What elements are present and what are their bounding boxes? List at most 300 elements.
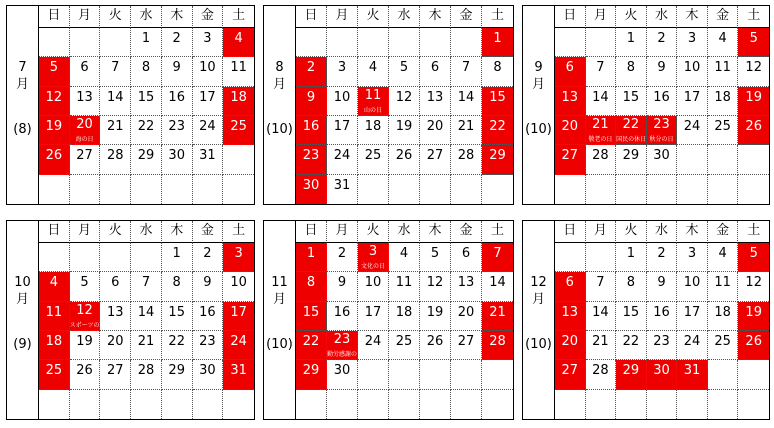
day-number: 22 bbox=[622, 334, 640, 349]
day-cell bbox=[555, 390, 586, 419]
day-cell bbox=[677, 57, 708, 86]
day-cell bbox=[647, 57, 678, 86]
day-cell bbox=[616, 272, 647, 301]
weekday-header bbox=[223, 6, 254, 28]
day-number: 17 bbox=[199, 89, 216, 105]
day-number: 10 bbox=[683, 60, 701, 76]
holiday-cell bbox=[482, 331, 513, 360]
weekday-label: 日 bbox=[563, 223, 577, 238]
day-cell bbox=[420, 116, 451, 145]
day-cell bbox=[647, 243, 678, 272]
weekday-label: 水 bbox=[139, 223, 153, 238]
day-cell bbox=[708, 175, 739, 204]
weekday-label: 金 bbox=[716, 8, 730, 23]
day-number: 4 bbox=[399, 246, 409, 261]
day-cell bbox=[647, 175, 678, 204]
day-cell bbox=[555, 28, 586, 57]
day-cell bbox=[647, 331, 678, 360]
day-number: 3 bbox=[687, 246, 697, 261]
day-cell bbox=[358, 331, 389, 360]
day-cell bbox=[162, 302, 193, 331]
day-cell bbox=[420, 360, 451, 389]
day-cell bbox=[420, 87, 451, 116]
day-number: 29 bbox=[168, 363, 185, 379]
day-cell bbox=[451, 390, 482, 419]
day-number: 16 bbox=[168, 89, 185, 105]
day-cell bbox=[327, 302, 358, 331]
holiday-cell bbox=[482, 87, 513, 116]
month-name: 月 bbox=[15, 291, 29, 307]
day-number: 4 bbox=[49, 275, 58, 291]
day-number: 4 bbox=[718, 31, 727, 46]
day-number: 31 bbox=[683, 363, 701, 379]
holiday-cell bbox=[677, 360, 708, 389]
day-number: 29 bbox=[489, 148, 506, 164]
day-cell bbox=[100, 28, 131, 57]
day-cell bbox=[100, 243, 131, 272]
weekday-label: 水 bbox=[139, 8, 153, 23]
day-cell bbox=[451, 331, 482, 360]
holiday-cell bbox=[223, 360, 254, 389]
day-number: 7 bbox=[461, 60, 471, 76]
day-cell bbox=[193, 272, 224, 301]
day-cell bbox=[162, 87, 193, 116]
day-cell bbox=[131, 28, 162, 57]
day-cell bbox=[451, 175, 482, 204]
day-cell bbox=[70, 57, 101, 86]
day-cell bbox=[586, 243, 617, 272]
day-cell bbox=[708, 302, 739, 331]
day-number: 26 bbox=[426, 334, 444, 349]
day-cell bbox=[358, 145, 389, 174]
day-cell bbox=[451, 145, 482, 174]
holiday-name: 勤労感謝の日 bbox=[327, 351, 364, 359]
weekday-label: 日 bbox=[47, 223, 61, 238]
month-label-column bbox=[264, 6, 296, 204]
holiday-cell bbox=[223, 302, 254, 331]
day-cell bbox=[223, 57, 254, 86]
day-cell bbox=[70, 145, 101, 174]
holiday-cell bbox=[223, 87, 254, 116]
holiday-name: 山の日 bbox=[363, 106, 382, 114]
day-number: 5 bbox=[749, 31, 758, 46]
day-number: 31 bbox=[199, 148, 216, 164]
day-cell bbox=[193, 331, 224, 360]
holiday-cell bbox=[555, 360, 586, 389]
holiday-cell bbox=[296, 116, 327, 145]
day-number: 22 bbox=[489, 119, 506, 134]
day-number: 25 bbox=[230, 119, 247, 134]
day-cell bbox=[162, 145, 193, 174]
day-cell bbox=[131, 243, 162, 272]
day-number: 13 bbox=[457, 275, 475, 291]
holiday-cell bbox=[223, 243, 254, 272]
weekday-header bbox=[451, 6, 482, 28]
day-cell bbox=[358, 360, 389, 389]
day-cell bbox=[451, 87, 482, 116]
day-number: 20 bbox=[561, 334, 579, 349]
day-cell bbox=[586, 28, 617, 57]
day-number: 9 bbox=[306, 89, 316, 105]
day-cell bbox=[389, 87, 420, 116]
weekday-header bbox=[39, 221, 70, 243]
day-number: 21 bbox=[592, 334, 609, 349]
weekday-label: 土 bbox=[490, 223, 504, 238]
weekday-label: 日 bbox=[304, 8, 318, 23]
day-cell bbox=[708, 87, 739, 116]
weekday-label: 金 bbox=[716, 223, 730, 238]
day-cell bbox=[131, 145, 162, 174]
day-number: 25 bbox=[364, 148, 382, 164]
day-cell bbox=[482, 272, 513, 301]
day-cell bbox=[677, 272, 708, 301]
day-cell bbox=[131, 302, 162, 331]
month-name: 月 bbox=[272, 76, 286, 92]
day-cell bbox=[708, 331, 739, 360]
day-number: 13 bbox=[107, 304, 124, 320]
day-number: 8 bbox=[493, 60, 502, 76]
day-cell bbox=[677, 243, 708, 272]
day-cell bbox=[647, 87, 678, 116]
day-cell bbox=[616, 390, 647, 419]
day-number: 10 bbox=[683, 275, 701, 291]
day-number: 17 bbox=[683, 89, 701, 105]
day-cell bbox=[70, 331, 101, 360]
day-cell bbox=[193, 243, 224, 272]
day-number: 15 bbox=[622, 89, 640, 105]
holiday-cell bbox=[358, 87, 389, 116]
holiday-cell bbox=[738, 28, 769, 57]
day-cell bbox=[162, 390, 193, 419]
day-number: 14 bbox=[457, 89, 475, 105]
weekday-label: 金 bbox=[200, 223, 214, 238]
day-number: 18 bbox=[45, 334, 63, 349]
day-number: 24 bbox=[333, 148, 351, 164]
day-number: 18 bbox=[395, 304, 413, 320]
month-label-column bbox=[7, 221, 39, 419]
weekday-label: 水 bbox=[654, 223, 668, 238]
day-cell bbox=[451, 272, 482, 301]
day-number: 18 bbox=[230, 89, 247, 105]
holiday-cell bbox=[586, 116, 617, 145]
day-cell bbox=[389, 243, 420, 272]
weekday-header bbox=[677, 221, 708, 243]
day-cell bbox=[162, 272, 193, 301]
day-number: 4 bbox=[718, 246, 727, 261]
day-number: 20 bbox=[426, 119, 444, 134]
day-cell bbox=[327, 360, 358, 389]
day-cell bbox=[586, 87, 617, 116]
weekday-header bbox=[358, 221, 389, 243]
weekday-header bbox=[420, 6, 451, 28]
weekday-header bbox=[70, 221, 101, 243]
day-grid bbox=[296, 221, 513, 419]
holiday-cell bbox=[482, 28, 513, 57]
day-grid bbox=[555, 6, 769, 204]
day-cell bbox=[586, 302, 617, 331]
weekday-label: 土 bbox=[232, 223, 246, 238]
working-day-count: (10) bbox=[525, 122, 552, 137]
day-cell bbox=[420, 57, 451, 86]
day-number: 2 bbox=[337, 246, 347, 261]
weekday-label: 火 bbox=[108, 8, 122, 23]
day-cell bbox=[327, 272, 358, 301]
day-cell bbox=[420, 243, 451, 272]
day-number: 30 bbox=[302, 177, 320, 193]
day-number: 11 bbox=[364, 87, 382, 103]
month-name: 月 bbox=[272, 291, 286, 307]
holiday-cell bbox=[296, 331, 327, 360]
day-number: 23 bbox=[653, 334, 670, 349]
weekday-header bbox=[389, 221, 420, 243]
day-number: 30 bbox=[199, 363, 216, 379]
day-number: 19 bbox=[395, 119, 413, 134]
day-number: 21 bbox=[592, 117, 609, 132]
day-cell bbox=[389, 116, 420, 145]
day-number: 19 bbox=[426, 304, 444, 320]
day-number: 3 bbox=[234, 246, 243, 261]
month-name: 月 bbox=[531, 291, 545, 307]
day-cell bbox=[327, 243, 358, 272]
weekday-label: 土 bbox=[747, 8, 761, 23]
day-number: 2 bbox=[657, 31, 666, 46]
day-number: 1 bbox=[493, 31, 502, 46]
day-number: 23 bbox=[653, 117, 670, 132]
month-calendar bbox=[6, 220, 255, 420]
day-number: 9 bbox=[337, 275, 347, 291]
day-cell bbox=[358, 57, 389, 86]
day-number: 28 bbox=[137, 363, 155, 379]
day-cell bbox=[100, 57, 131, 86]
day-cell bbox=[131, 272, 162, 301]
holiday-cell bbox=[39, 331, 70, 360]
day-number: 14 bbox=[489, 275, 506, 291]
holiday-cell bbox=[70, 116, 101, 145]
day-number: 1 bbox=[626, 246, 636, 261]
day-number: 7 bbox=[111, 60, 120, 76]
day-cell bbox=[70, 360, 101, 389]
day-cell bbox=[39, 390, 70, 419]
day-cell bbox=[162, 360, 193, 389]
day-number: 27 bbox=[561, 148, 579, 164]
holiday-cell bbox=[647, 360, 678, 389]
weekday-label: 月 bbox=[335, 223, 349, 238]
holiday-cell bbox=[738, 302, 769, 331]
month-label-column bbox=[523, 6, 555, 204]
weekday-header bbox=[708, 6, 739, 28]
day-number: 26 bbox=[45, 148, 63, 164]
day-number: 6 bbox=[80, 60, 89, 76]
day-cell bbox=[100, 360, 131, 389]
day-cell bbox=[738, 145, 769, 174]
day-cell bbox=[358, 116, 389, 145]
weekday-header bbox=[131, 6, 162, 28]
day-number: 3 bbox=[368, 244, 378, 259]
day-cell bbox=[389, 175, 420, 204]
day-cell bbox=[131, 390, 162, 419]
weekday-header bbox=[555, 6, 586, 28]
working-day-count: (8) bbox=[13, 122, 32, 137]
day-cell bbox=[327, 390, 358, 419]
day-cell bbox=[708, 145, 739, 174]
day-cell bbox=[70, 243, 101, 272]
day-cell bbox=[420, 175, 451, 204]
holiday-cell bbox=[296, 243, 327, 272]
day-cell bbox=[420, 331, 451, 360]
day-cell bbox=[616, 331, 647, 360]
day-cell bbox=[586, 331, 617, 360]
day-cell bbox=[193, 175, 224, 204]
day-number: 23 bbox=[333, 332, 351, 347]
holiday-cell bbox=[555, 57, 586, 86]
day-number: 25 bbox=[45, 363, 63, 379]
day-cell bbox=[677, 175, 708, 204]
day-cell bbox=[100, 272, 131, 301]
holiday-cell bbox=[555, 145, 586, 174]
day-number: 11 bbox=[714, 60, 731, 76]
weekday-header bbox=[358, 6, 389, 28]
weekday-label: 月 bbox=[78, 8, 92, 23]
weekday-label: 金 bbox=[459, 8, 473, 23]
day-cell bbox=[482, 360, 513, 389]
day-cell bbox=[482, 175, 513, 204]
day-grid bbox=[296, 6, 513, 204]
day-cell bbox=[738, 360, 769, 389]
day-number: 21 bbox=[489, 304, 506, 320]
weekday-label: 木 bbox=[685, 223, 699, 238]
day-cell bbox=[420, 390, 451, 419]
day-number: 22 bbox=[168, 334, 185, 349]
day-cell bbox=[616, 145, 647, 174]
day-cell bbox=[647, 145, 678, 174]
holiday-cell bbox=[482, 116, 513, 145]
holiday-cell bbox=[296, 145, 327, 174]
day-number: 23 bbox=[168, 119, 185, 134]
day-cell bbox=[162, 243, 193, 272]
weekday-header bbox=[482, 6, 513, 28]
weekday-header bbox=[647, 221, 678, 243]
holiday-cell bbox=[39, 145, 70, 174]
holiday-cell bbox=[39, 360, 70, 389]
holiday-cell bbox=[296, 87, 327, 116]
day-cell bbox=[223, 175, 254, 204]
weekday-header bbox=[162, 6, 193, 28]
day-number: 7 bbox=[141, 275, 151, 291]
day-number: 8 bbox=[626, 275, 636, 291]
day-number: 5 bbox=[749, 246, 758, 261]
day-cell bbox=[677, 302, 708, 331]
day-number: 23 bbox=[199, 334, 216, 349]
day-number: 14 bbox=[107, 89, 124, 105]
day-number: 9 bbox=[657, 60, 666, 76]
weekday-header bbox=[738, 6, 769, 28]
day-cell bbox=[131, 57, 162, 86]
month-name: 8 bbox=[275, 59, 284, 75]
holiday-cell bbox=[738, 243, 769, 272]
month-label-column bbox=[264, 221, 296, 419]
day-number: 21 bbox=[137, 334, 155, 349]
weekday-label: 火 bbox=[366, 8, 380, 23]
month-calendar bbox=[263, 220, 514, 420]
day-number: 13 bbox=[426, 89, 444, 105]
day-cell bbox=[193, 145, 224, 174]
day-number: 29 bbox=[622, 363, 640, 379]
day-number: 20 bbox=[107, 334, 124, 349]
day-cell bbox=[358, 28, 389, 57]
day-number: 8 bbox=[141, 60, 151, 76]
day-number: 16 bbox=[199, 304, 216, 320]
day-cell bbox=[738, 57, 769, 86]
day-cell bbox=[389, 28, 420, 57]
day-number: 2 bbox=[203, 246, 212, 261]
day-cell bbox=[677, 28, 708, 57]
day-number: 9 bbox=[203, 275, 212, 291]
holiday-name: 敬老の日 bbox=[588, 136, 613, 144]
day-number: 16 bbox=[653, 89, 670, 105]
day-number: 20 bbox=[561, 119, 579, 134]
weekday-header bbox=[616, 6, 647, 28]
weekday-label: 日 bbox=[47, 8, 61, 23]
day-cell bbox=[586, 390, 617, 419]
day-number: 19 bbox=[745, 304, 762, 320]
day-number: 27 bbox=[561, 363, 579, 379]
day-cell bbox=[131, 175, 162, 204]
holiday-name: 国民の休日 bbox=[616, 136, 647, 144]
holiday-cell bbox=[555, 331, 586, 360]
weekday-header bbox=[100, 6, 131, 28]
day-cell bbox=[223, 390, 254, 419]
day-cell bbox=[389, 360, 420, 389]
month-name: 月 bbox=[531, 76, 545, 92]
day-cell bbox=[586, 145, 617, 174]
day-cell bbox=[327, 87, 358, 116]
day-cell bbox=[677, 390, 708, 419]
day-cell bbox=[70, 87, 101, 116]
day-number: 6 bbox=[430, 60, 440, 76]
day-number: 29 bbox=[622, 148, 640, 164]
day-number: 28 bbox=[489, 334, 506, 349]
day-cell bbox=[647, 28, 678, 57]
day-number: 16 bbox=[653, 304, 670, 320]
month-name: 月 bbox=[15, 76, 29, 92]
day-number: 12 bbox=[45, 89, 63, 105]
holiday-cell bbox=[223, 28, 254, 57]
day-cell bbox=[389, 331, 420, 360]
weekday-label: 火 bbox=[366, 223, 380, 238]
working-day-count: (10) bbox=[266, 337, 293, 352]
day-cell bbox=[100, 116, 131, 145]
day-cell bbox=[100, 390, 131, 419]
day-cell bbox=[586, 175, 617, 204]
day-number: 17 bbox=[683, 304, 701, 320]
day-number: 13 bbox=[561, 304, 579, 320]
day-number: 8 bbox=[626, 60, 636, 76]
day-number: 14 bbox=[592, 89, 609, 105]
day-number: 6 bbox=[565, 60, 574, 76]
day-number: 17 bbox=[333, 119, 351, 134]
day-number: 4 bbox=[368, 60, 378, 76]
weekday-label: 月 bbox=[593, 223, 607, 238]
day-number: 28 bbox=[107, 148, 124, 164]
day-number: 19 bbox=[745, 89, 762, 105]
day-number: 5 bbox=[80, 275, 89, 291]
weekday-header bbox=[451, 221, 482, 243]
day-cell bbox=[708, 57, 739, 86]
weekday-label: 火 bbox=[624, 223, 638, 238]
day-number: 12 bbox=[76, 302, 93, 318]
weekday-header bbox=[647, 6, 678, 28]
day-number: 24 bbox=[683, 334, 701, 349]
